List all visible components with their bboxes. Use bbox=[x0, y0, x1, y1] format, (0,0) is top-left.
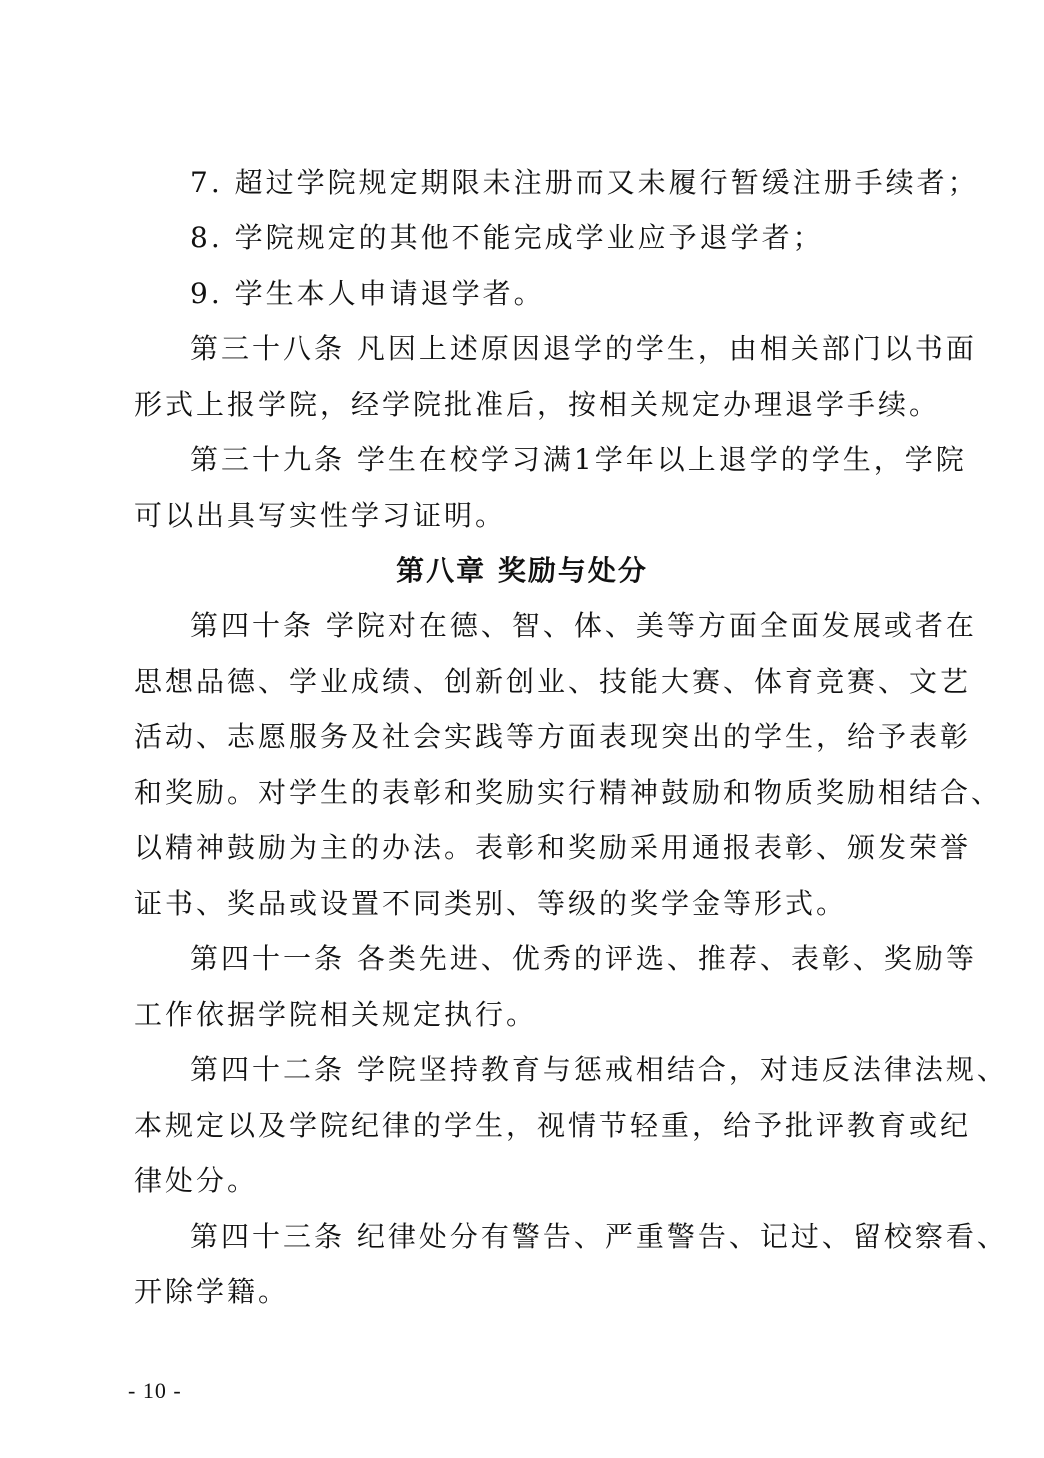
article-43-line-2: 开除学籍。 bbox=[134, 1275, 290, 1308]
article-41-line-1: 第四十一条 各类先进、优秀的评选、推荐、表彰、奖励等 bbox=[190, 942, 977, 975]
list-item-9: 9. 学生本人申请退学者。 bbox=[190, 277, 545, 310]
article-40-line-6: 证书、奖品或设置不同类别、等级的奖学金等形式。 bbox=[134, 887, 848, 920]
article-39-line-1: 第三十九条 学生在校学习满1学年以上退学的学生，学院 bbox=[190, 443, 967, 476]
list-item-7: 7. 超过学院规定期限未注册而又未履行暂缓注册手续者； bbox=[190, 166, 979, 199]
article-40-line-4: 和奖励。对学生的表彰和奖励实行精神鼓励和物质奖励相结合、 bbox=[134, 776, 1003, 809]
article-43-line-1: 第四十三条 纪律处分有警告、严重警告、记过、留校察看、 bbox=[190, 1220, 1008, 1253]
article-41-line-2: 工作依据学院相关规定执行。 bbox=[134, 998, 538, 1031]
article-40-line-3: 活动、志愿服务及社会实践等方面表现突出的学生，给予表彰 bbox=[134, 720, 972, 753]
list-item-8: 8. 学院规定的其他不能完成学业应予退学者； bbox=[190, 221, 824, 254]
article-42-line-2: 本规定以及学院纪律的学生，视情节轻重，给予批评教育或纪 bbox=[134, 1109, 972, 1142]
article-42-line-3: 律处分。 bbox=[134, 1164, 259, 1197]
page-number: - 10 - bbox=[128, 1378, 182, 1403]
article-40-line-1: 第四十条 学院对在德、智、体、美等方面全面发展或者在 bbox=[190, 609, 977, 642]
article-40-line-5: 以精神鼓励为主的办法。表彰和奖励采用通报表彰、颁发荣誉 bbox=[134, 831, 972, 864]
article-38-line-1: 第三十八条 凡因上述原因退学的学生，由相关部门以书面 bbox=[190, 332, 977, 365]
article-39-line-2: 可以出具写实性学习证明。 bbox=[134, 499, 507, 532]
article-40-line-2: 思想品德、学业成绩、创新创业、技能大赛、体育竞赛、文艺 bbox=[134, 665, 972, 698]
article-38-line-2: 形式上报学院，经学院批准后，按相关规定办理退学手续。 bbox=[134, 388, 941, 421]
article-42-line-1: 第四十二条 学院坚持教育与惩戒相结合，对违反法律法规、 bbox=[190, 1053, 1008, 1086]
chapter-heading: 第八章 奖励与处分 bbox=[396, 554, 648, 587]
